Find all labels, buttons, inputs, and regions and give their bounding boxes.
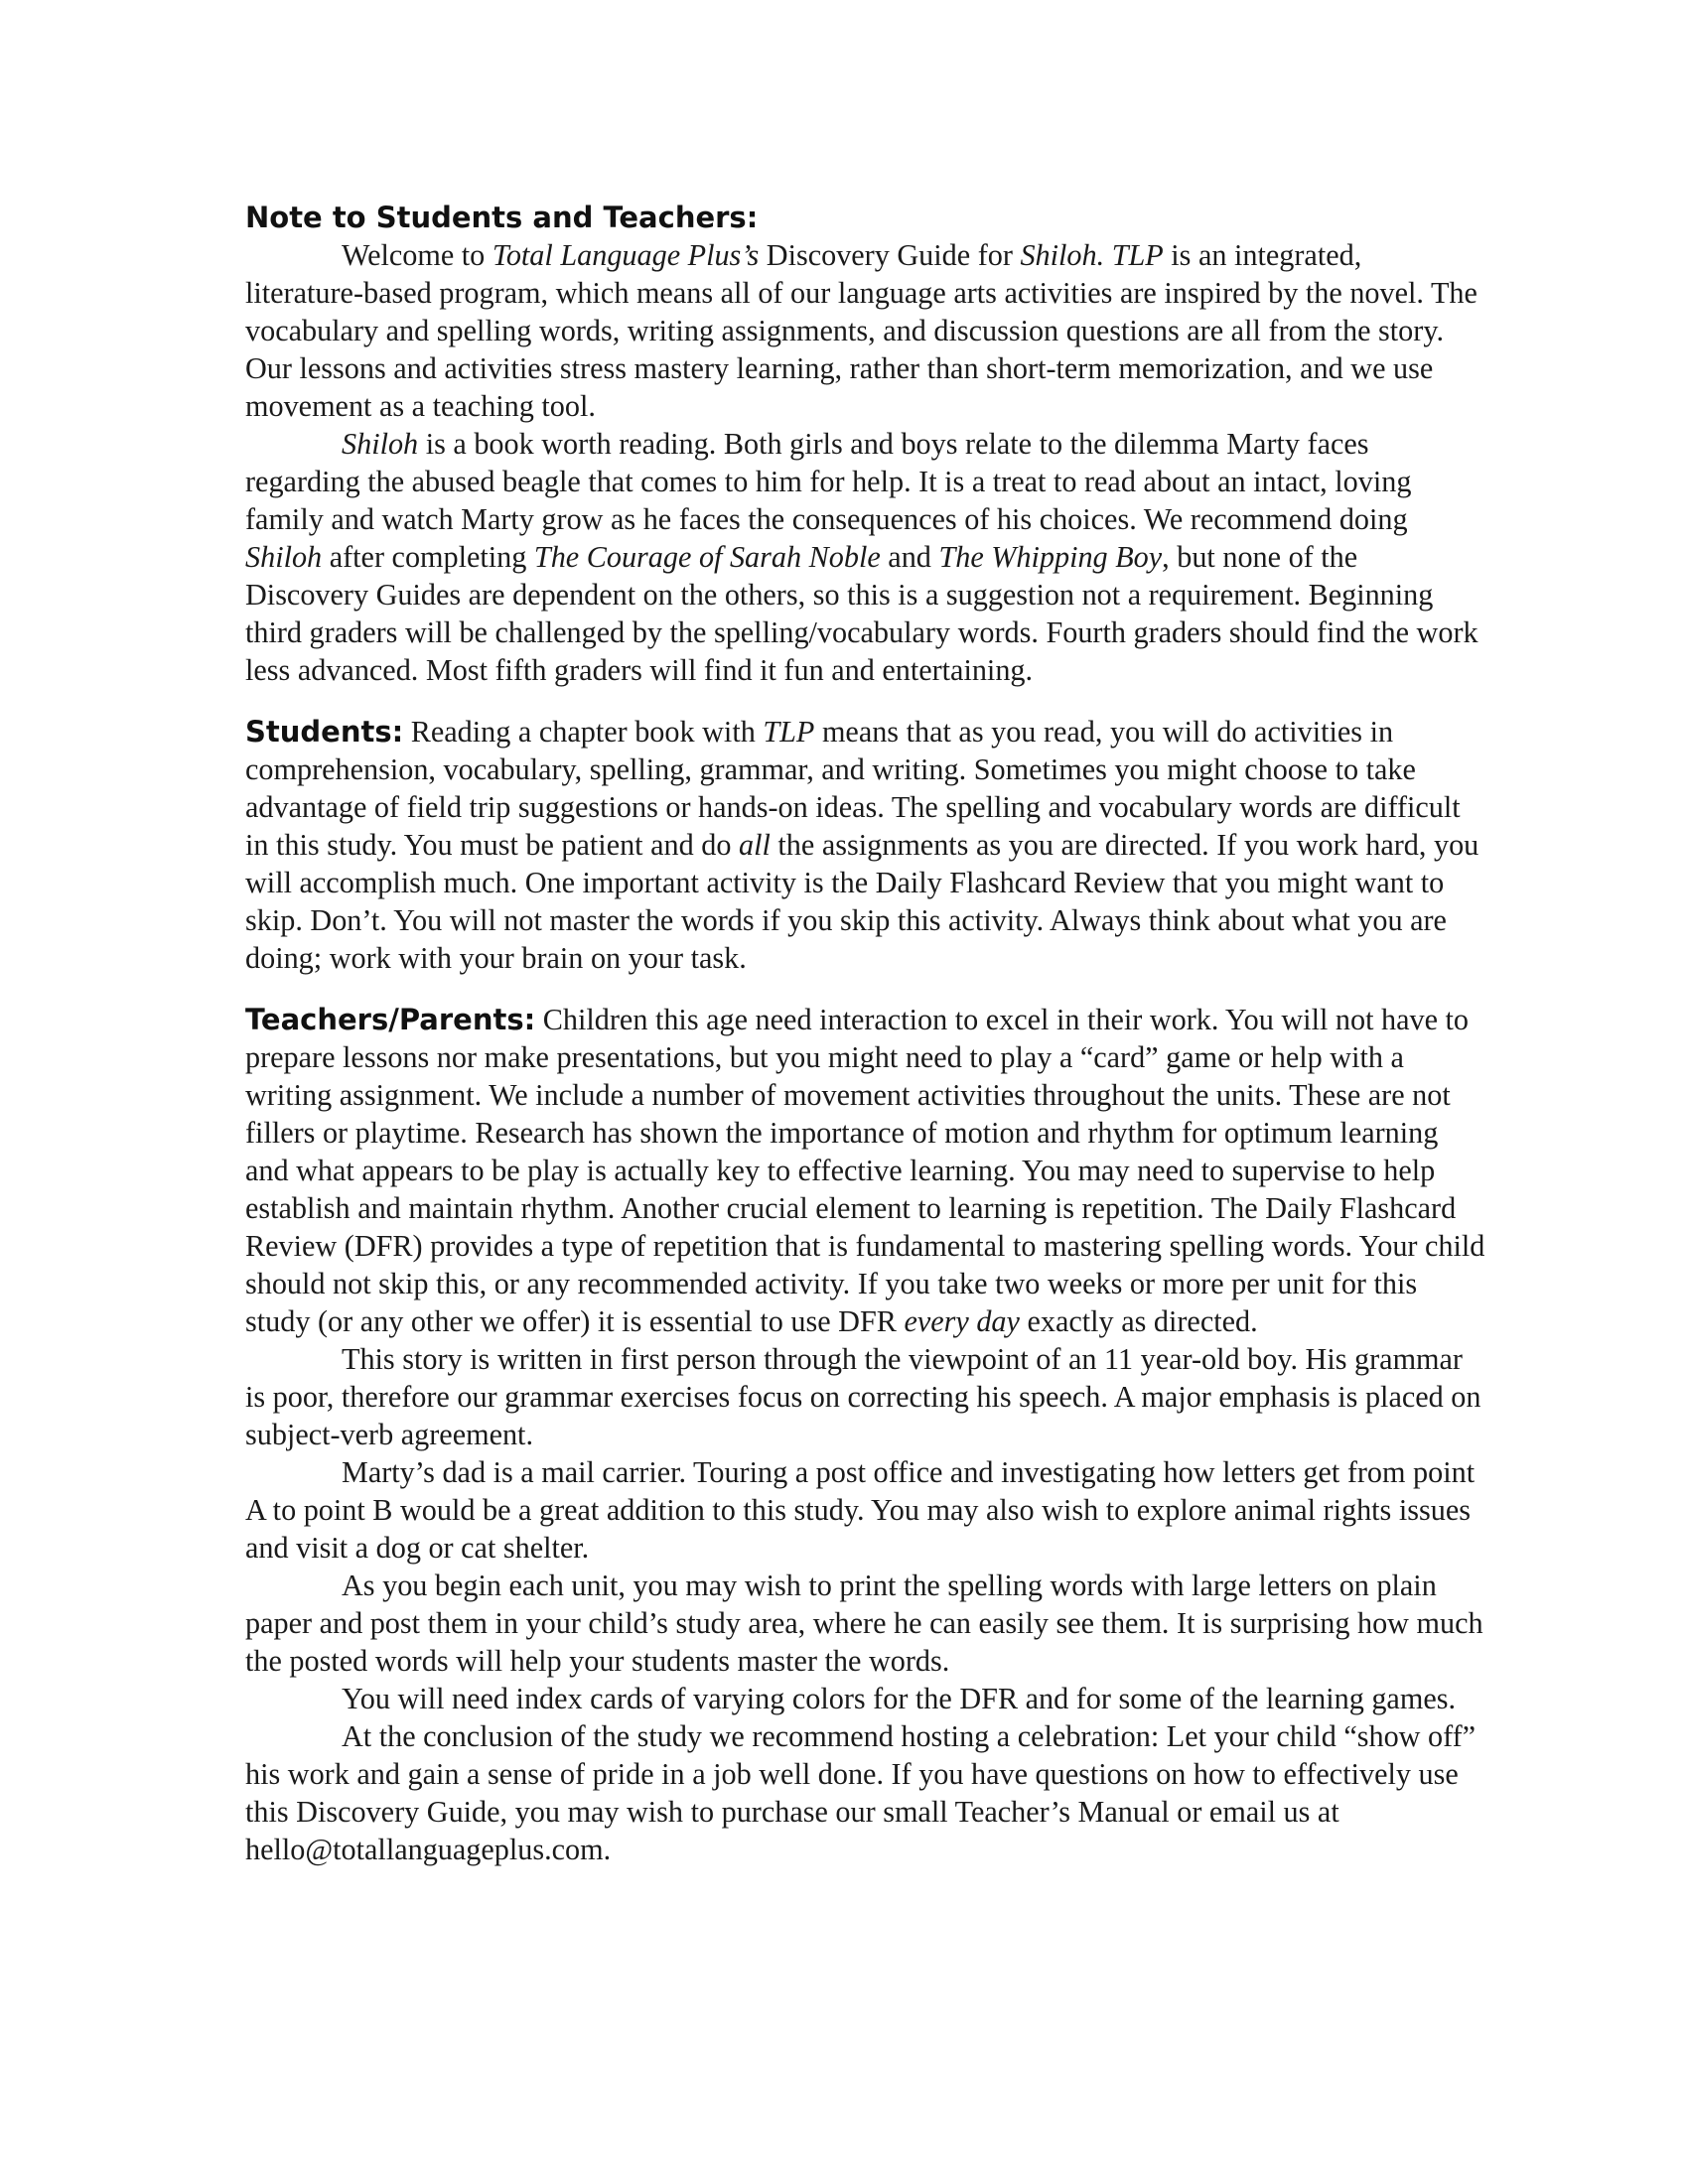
italic-text: The Courage of Sarah Noble — [533, 540, 881, 574]
teachers-paragraph-5: You will need index cards of varying colors for the DFR and for some of the learning games. — [342, 1682, 1457, 1715]
teachers-paragraph-2: This story is written in first person through the viewpoint of an 11 year-old boy. His grammar is poor, therefore our grammar exercises focus on correcting his speech. A major emphasis is placed on subject-verb agreement. — [245, 1342, 1481, 1451]
document-page — [245, 199, 1486, 1868]
italic-text: all — [739, 828, 771, 862]
italic-text: Total Language Plus’s — [492, 238, 760, 272]
teachers-paragraph-1 — [245, 1001, 1486, 1340]
italic-text: Shiloh — [245, 540, 323, 574]
teachers-paragraph-3: Marty’s dad is a mail carrier. Touring a post office and investigating how letters get from point A to point B would be a great addition to this study. You may also wish to explore animal rights issues and visit a dog or cat shelter. — [245, 1455, 1476, 1565]
teachers-body: Children this age need interaction to excel in their work. You will not have to prepare lessons nor make presentations, but you might need to play a “card” game or help with a writing assignment. We include a number of movement activities throughout the units. These are not fillers or playtime. Research has shown the importance of motion and rhythm for optimum learning and what appears to be play is actually key to effective learning. You may need to supervise to help establish and maintain rhythm. Another crucial element to learning is repetition. The Daily Flashcard Review (DFR) provides a type of repetition that is fundamental to mastering spelling words. Your child should not skip this, or any recommended activity. If you take two weeks or more per unit for this study (or any other we offer) it is essential to use DFR every day exactly as directed. — [245, 1003, 1485, 1338]
italic-text: The Whipping Boy — [938, 540, 1163, 574]
teachers-paragraph-6: At the conclusion of the study we recommend hosting a celebration: Let your child “show off” his work and gain a sense of pride in a job well done. If you have questions on how to effectively use this Discovery Guide, you may wish to purchase our small Teacher’s Manual or email us at hello@totallanguageplus.com. — [245, 1719, 1477, 1866]
note-paragraph-2: Shiloh is a book worth reading. Both girls and boys relate to the dilemma Marty faces regarding the abused beagle that comes to him for help. It is a treat to read about an intact, loving family and watch Marty grow as he faces the consequences of his choices. We recommend doing Shiloh after completing The Courage of Sarah Noble and The Whipping Boy, but none of the Discovery Guides are dependent on the others, so this is a suggestion not a requirement. Beginning third graders will be challenged by the spelling/vocabulary words. Fourth graders should find the work less advanced. Most fifth graders will find it fun and entertaining. — [245, 427, 1478, 687]
italic-text: TLP — [763, 715, 815, 749]
note-heading: Note to Students and Teachers: — [245, 201, 759, 234]
students-body: Reading a chapter book with TLP means that as you read, you will do activities in comprehension, vocabulary, spelling, grammar, and writing. Sometimes you might choose to take advantage of field trip suggestions or hands-on ideas. The spelling and vocabulary words are difficult in this study. You must be patient and do all the assignments as you are directed. If you work hard, you will accomplish much. One important activity is the Daily Flashcard Review that you might want to skip. Don’t. You will not master the words if you skip this activity. Always think about what you are doing; work with your brain on your task. — [245, 715, 1479, 975]
note-paragraph-1: Welcome to Total Language Plus’s Discovery Guide for Shiloh. TLP is an integrated, literature-based program, which means all of our language arts activities are inspired by the novel. The vocabulary and spelling words, writing assignments, and discussion questions are all from the story. Our lessons and activities stress mastery learning, rather than short-term memorization, and we use movement as a teaching tool. — [245, 238, 1477, 423]
teachers-heading: Teachers/Parents: — [245, 1003, 536, 1036]
students-paragraph — [245, 713, 1486, 977]
italic-text: TLP — [1111, 238, 1164, 272]
teachers-paragraph-4: As you begin each unit, you may wish to print the spelling words with large letters on plain paper and post them in your child’s study area, where he can easily see them. It is surprising how much the posted words will help your students master the words. — [245, 1569, 1483, 1678]
italic-text: Shiloh. — [1020, 238, 1105, 272]
students-heading: Students: — [245, 715, 404, 749]
italic-text: Shiloh — [342, 427, 419, 461]
italic-text: every day — [904, 1304, 1020, 1338]
